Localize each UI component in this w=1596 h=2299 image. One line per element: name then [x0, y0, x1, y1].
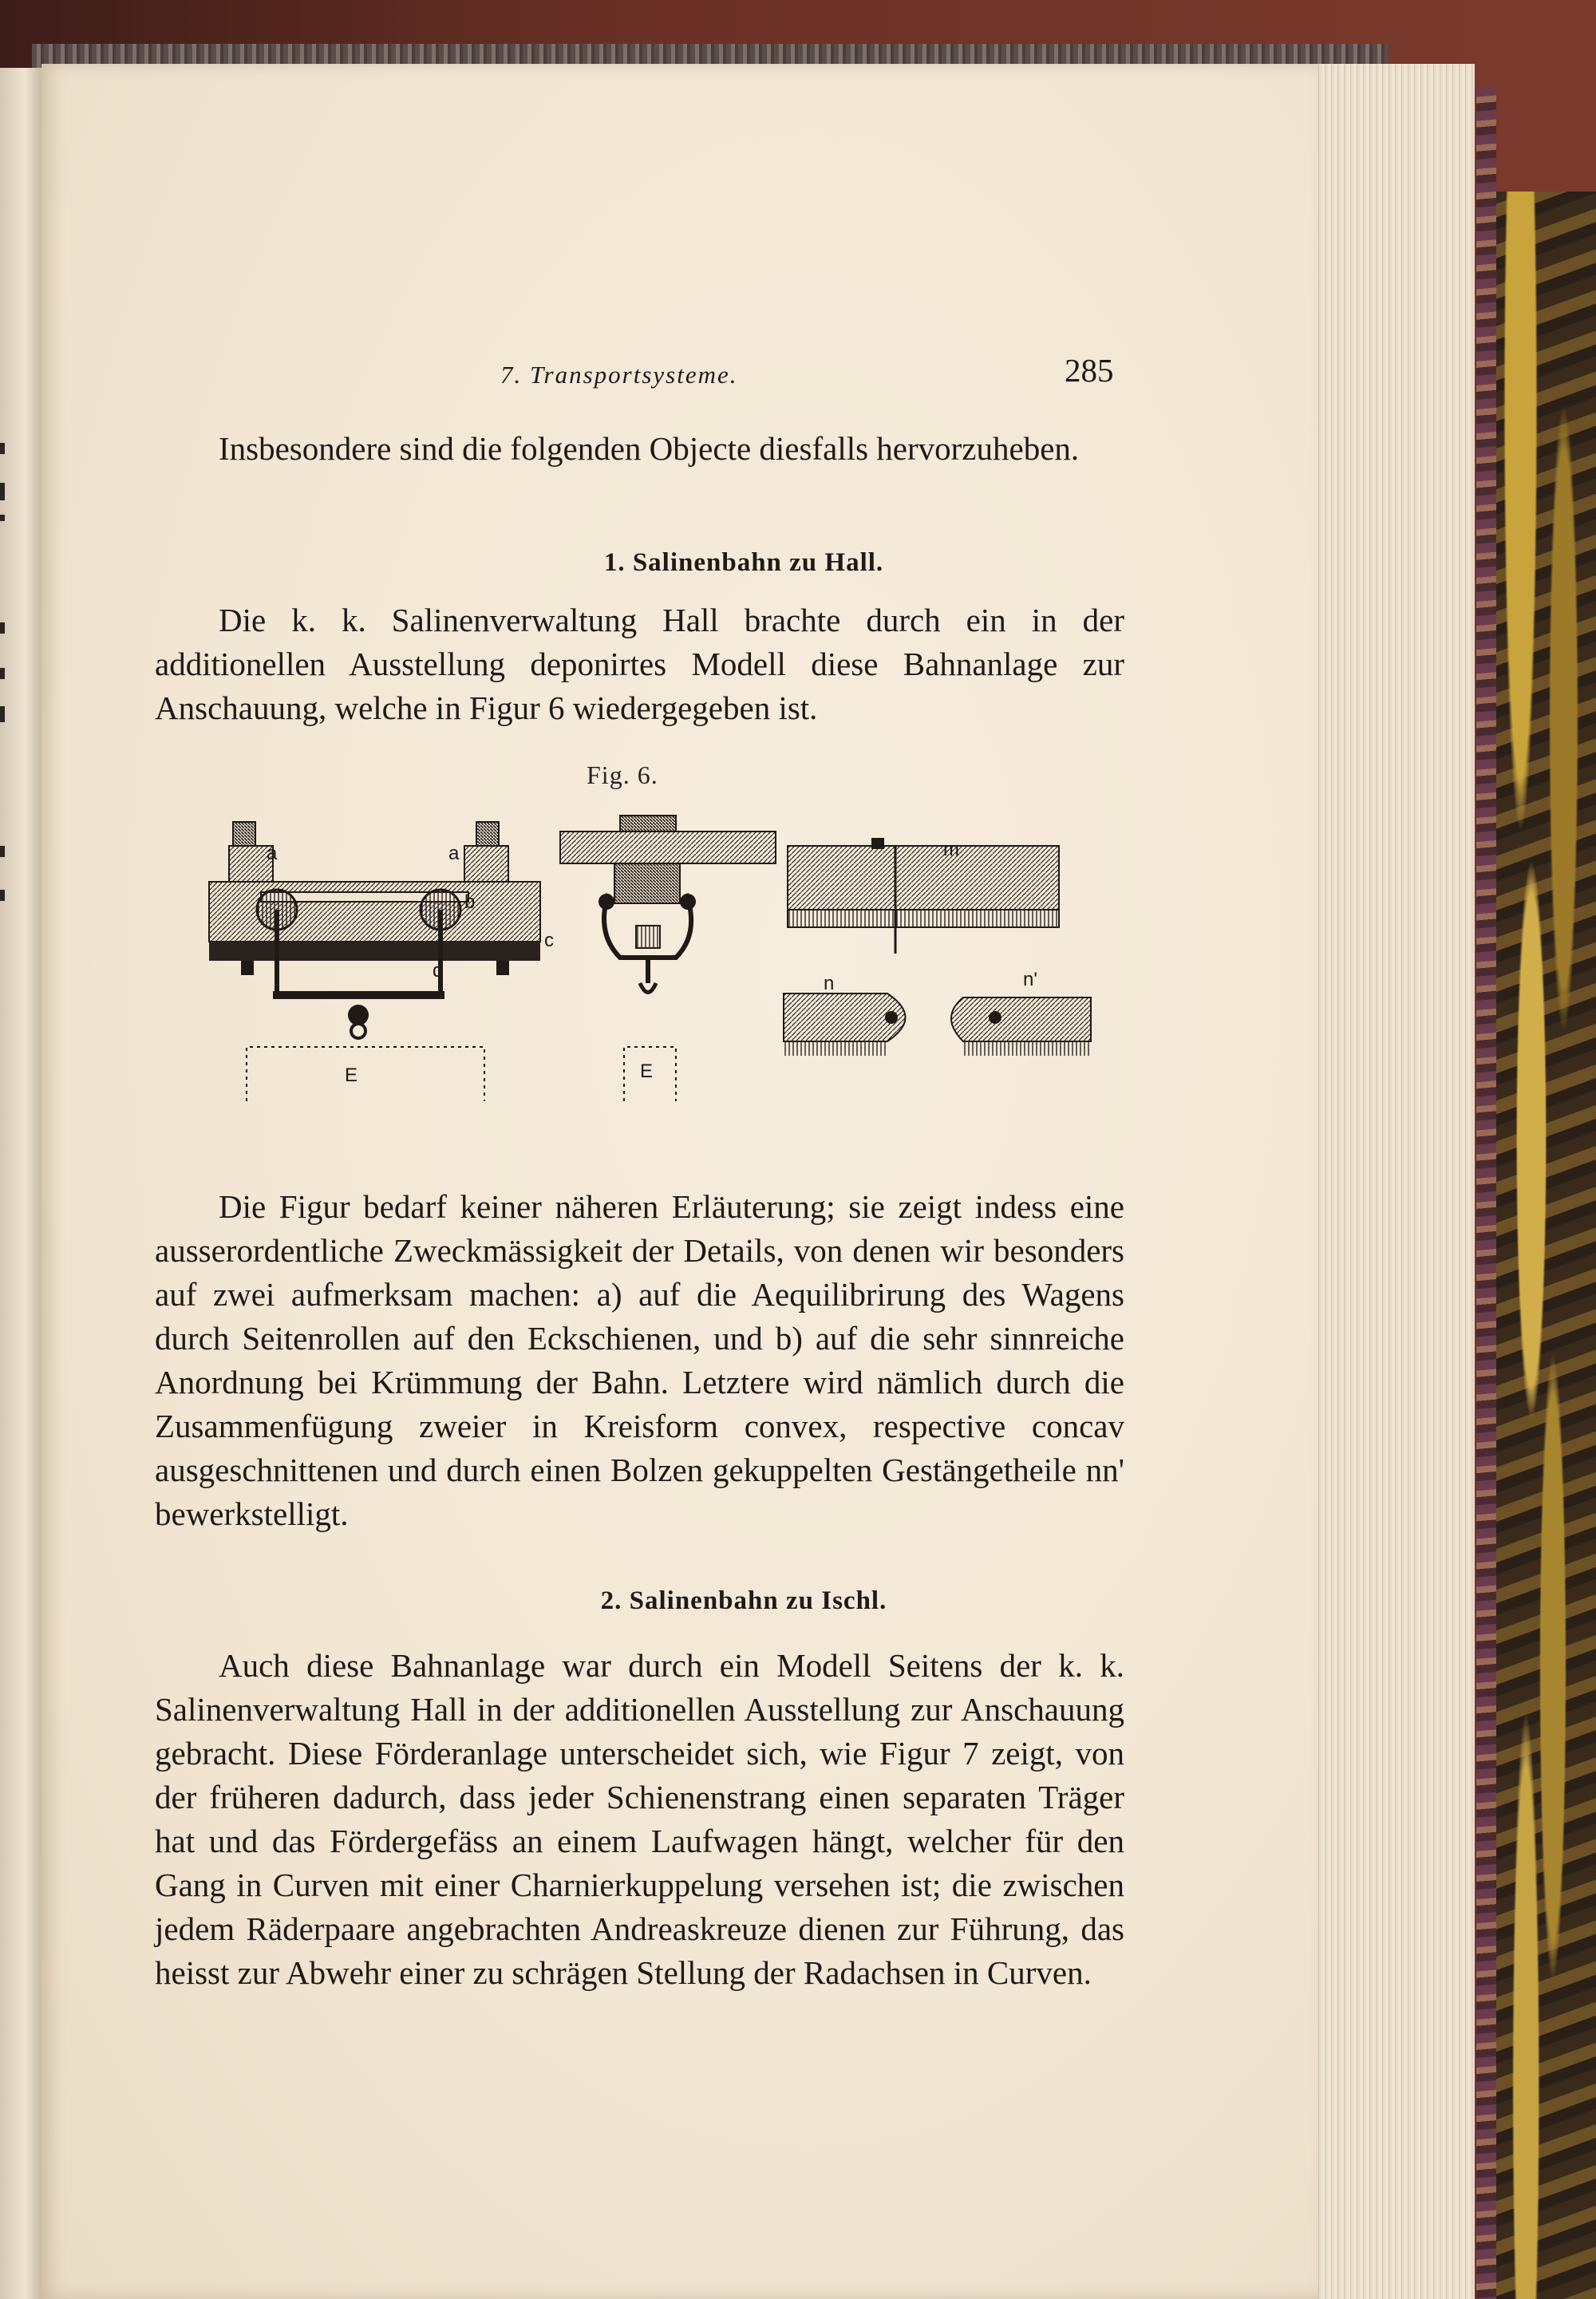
- section2-paragraph: [155, 1644, 1124, 1995]
- left-page-fragment: [0, 668, 5, 679]
- marbled-endpaper: [1488, 192, 1596, 2299]
- intro-text: Insbesondere sind die folgenden Objecte diesfalls hervorzuheben.: [219, 430, 1080, 467]
- left-page-fragment: [0, 515, 5, 521]
- left-page-fragment: [0, 846, 5, 857]
- figure-letter-a-left: a: [267, 843, 278, 864]
- figure-label: Fig. 6.: [587, 760, 658, 789]
- side-view-drawing: [209, 822, 554, 1101]
- figure-letter-e-middle: E: [640, 1061, 654, 1082]
- running-head: 7. Transportsysteme.: [500, 361, 738, 389]
- left-page-fragment: [0, 706, 5, 722]
- left-page-fragment: [0, 443, 5, 454]
- figure-letter-c: c: [544, 930, 554, 951]
- joint-detail-drawing: [784, 838, 1091, 1056]
- figure-letter-a-right: a: [448, 843, 460, 864]
- page-stack-edge: [1315, 64, 1475, 2299]
- section1-paragraph: [155, 598, 1124, 730]
- figure-letter-m: m: [943, 839, 959, 860]
- book-page: [41, 64, 1318, 2299]
- explanation-text: Die Figur bedarf keiner näheren Erläuterung; sie zeigt indess eine ausserordentliche Zweckmässigkeit der Details, von denen wir besonders auf zwei aufmerksam machen: a) auf die Aequilibrirung des Wagens durch Seitenrollen auf den Eckschienen, und b) auf die sehr sinnreiche Anordnung bei Krümmung der Bahn. Letztere wird nämlich durch die Zusammenfügung zweier in Kreisform convex, respective concav ausgeschnittenen und durch einen Bolzen gekuppelten Gestängetheile nn' bewerkstelligt.: [155, 1188, 1124, 1532]
- explanation-paragraph: [155, 1185, 1124, 1536]
- section1-text: Die k. k. Salinenverwaltung Hall brachte durch ein in der additionellen Ausstellung deponirtes Modell diese Bahnanlage zur Anschauung, welche in Figur 6 wiedergegeben ist.: [155, 602, 1124, 726]
- figure-letter-n-prime: n': [1023, 969, 1037, 990]
- figure-letter-n: n: [824, 973, 835, 994]
- figure-6-illustration: [193, 806, 1111, 1157]
- front-view-drawing: [560, 816, 776, 1101]
- section2-text: Auch diese Bahnanlage war durch ein Modell Seitens der k. k. Salinenverwaltung Hall in der additionellen Ausstellung zur Anschauung gebracht. Diese Förderanlage unterscheidet sich, wie Figur 7 zeigt, von der früheren dadurch, dass jeder Schienenstrang einen separaten Träger hat und das Fördergefäss an einem Laufwagen hängt, welcher für den Gang in Curven mit einer Charnierkuppelung versehen ist; die zwischen jedem Räderpaare angebrachten Andreaskreuze dienen zur Führung, das heisst zur Abwehr einer zu schrägen Stellung der Radachsen in Curven.: [155, 1647, 1124, 1991]
- left-page-fragment: [0, 622, 5, 634]
- figure-letter-e-left: E: [345, 1065, 358, 1086]
- left-page-edge: [0, 68, 43, 2299]
- figure-letter-b: b: [464, 891, 476, 913]
- section1-heading: 1. Salinenbahn zu Hall.: [603, 548, 884, 577]
- left-page-fragment: [0, 890, 5, 901]
- page-number: 285: [1065, 352, 1114, 389]
- left-page-fragment: [0, 483, 5, 500]
- figure-6-drawing: [193, 806, 1111, 1157]
- intro-paragraph: [155, 427, 1124, 471]
- figure-letter-d: d: [433, 960, 444, 982]
- section2-heading: 2. Salinenbahn zu Ischl.: [600, 1586, 887, 1615]
